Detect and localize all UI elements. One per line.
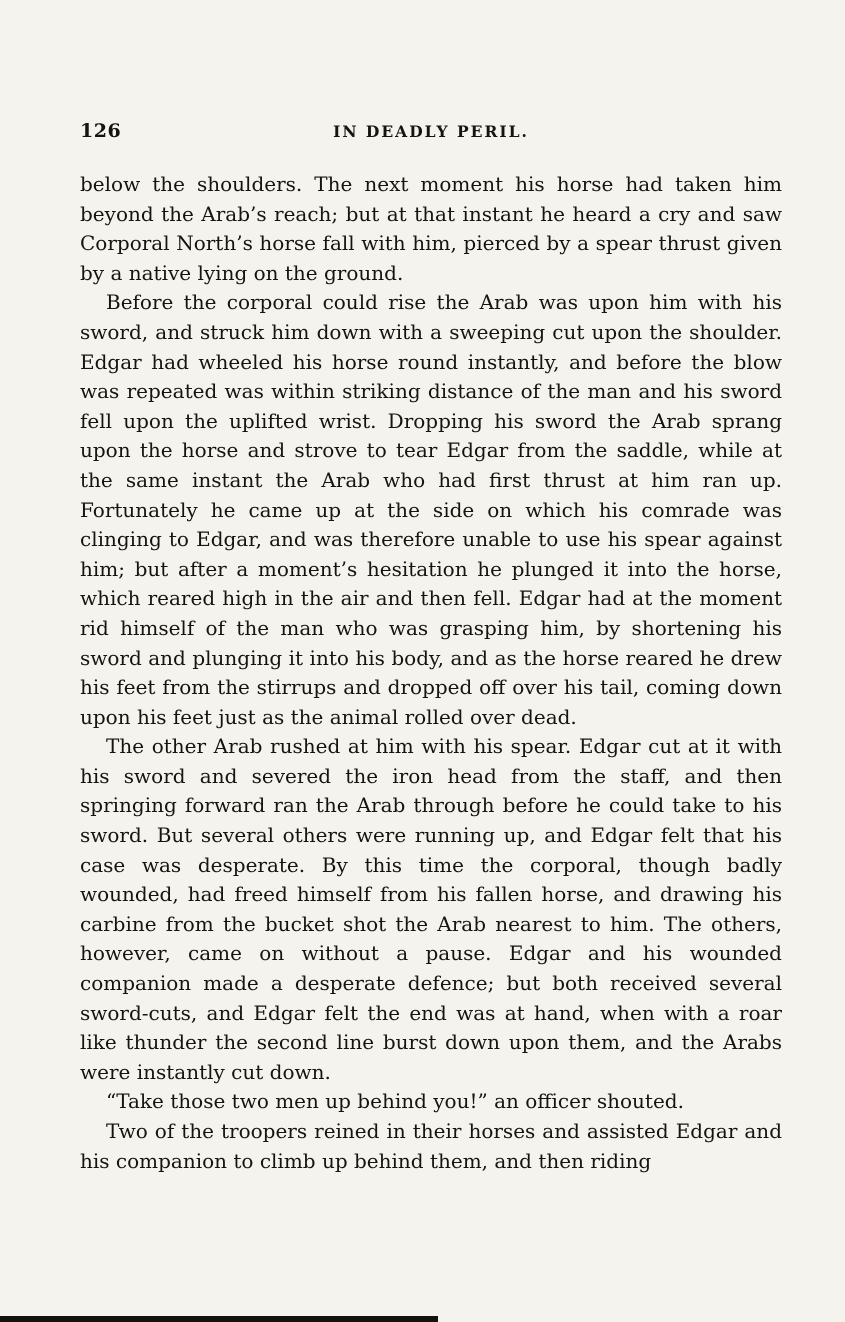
running-title: IN DEADLY PERIL. xyxy=(333,122,529,141)
page-body xyxy=(80,170,782,1176)
page-number: 126 xyxy=(80,120,122,142)
paragraph: The other Arab rushed at him with his spear. Edgar cut at it with his sword and severed the iron head from the staff, and then springing forward ran the Arab through before he could take to his sword. But several others were running up, and Edgar felt that his case was desperate. By this time the corporal, though badly wounded, had freed himself from his fallen horse, and drawing his carbine from the bucket shot the Arab nearest to him. The others, however, came on without a pause. Edgar and his wounded companion made a desperate defence; but both received several sword-cuts, and Edgar felt the end was at hand, when with a roar like thunder the second line burst down upon them, and the Arabs were instantly cut down. xyxy=(80,734,782,1084)
paragraph: Before the corporal could rise the Arab was upon him with his sword, and struck him down with a sweeping cut upon the shoulder. Edgar had wheeled his horse round instantly, and before the blow was repeated was within striking distance of the man and his sword fell upon the uplifted wrist. Dropping his sword the Arab sprang upon the horse and strove to tear Edgar from the saddle, while at the same instant the Arab who had first thrust at him ran up. Fortunately he came up at the side on which his comrade was clinging to Edgar, and was therefore unable to use his spear against him; but after a moment’s hesitation he plunged it into the horse, which reared high in the air and then fell. Edgar had at the moment rid himself of the man who was grasping him, by shortening his sword and plunging it into his body, and as the horse reared he drew his feet from the stirrups and dropped off over his tail, coming down upon his feet just as the animal rolled over dead. xyxy=(80,290,782,729)
paragraph: Two of the troopers reined in their horses and assisted Edgar and his companion to climb up behind them, and then riding xyxy=(80,1119,782,1173)
scan-edge-artifact xyxy=(0,1316,438,1322)
paragraph: “Take those two men up behind you!” an officer shouted. xyxy=(106,1089,684,1114)
paragraph: below the shoulders. The next moment his horse had taken him beyond the Arab’s reach; but at that instant he heard a cry and saw Corporal North’s horse fall with him, pierced by a spear thrust given by a native lying on the ground. xyxy=(80,172,782,285)
page-header xyxy=(80,120,782,144)
